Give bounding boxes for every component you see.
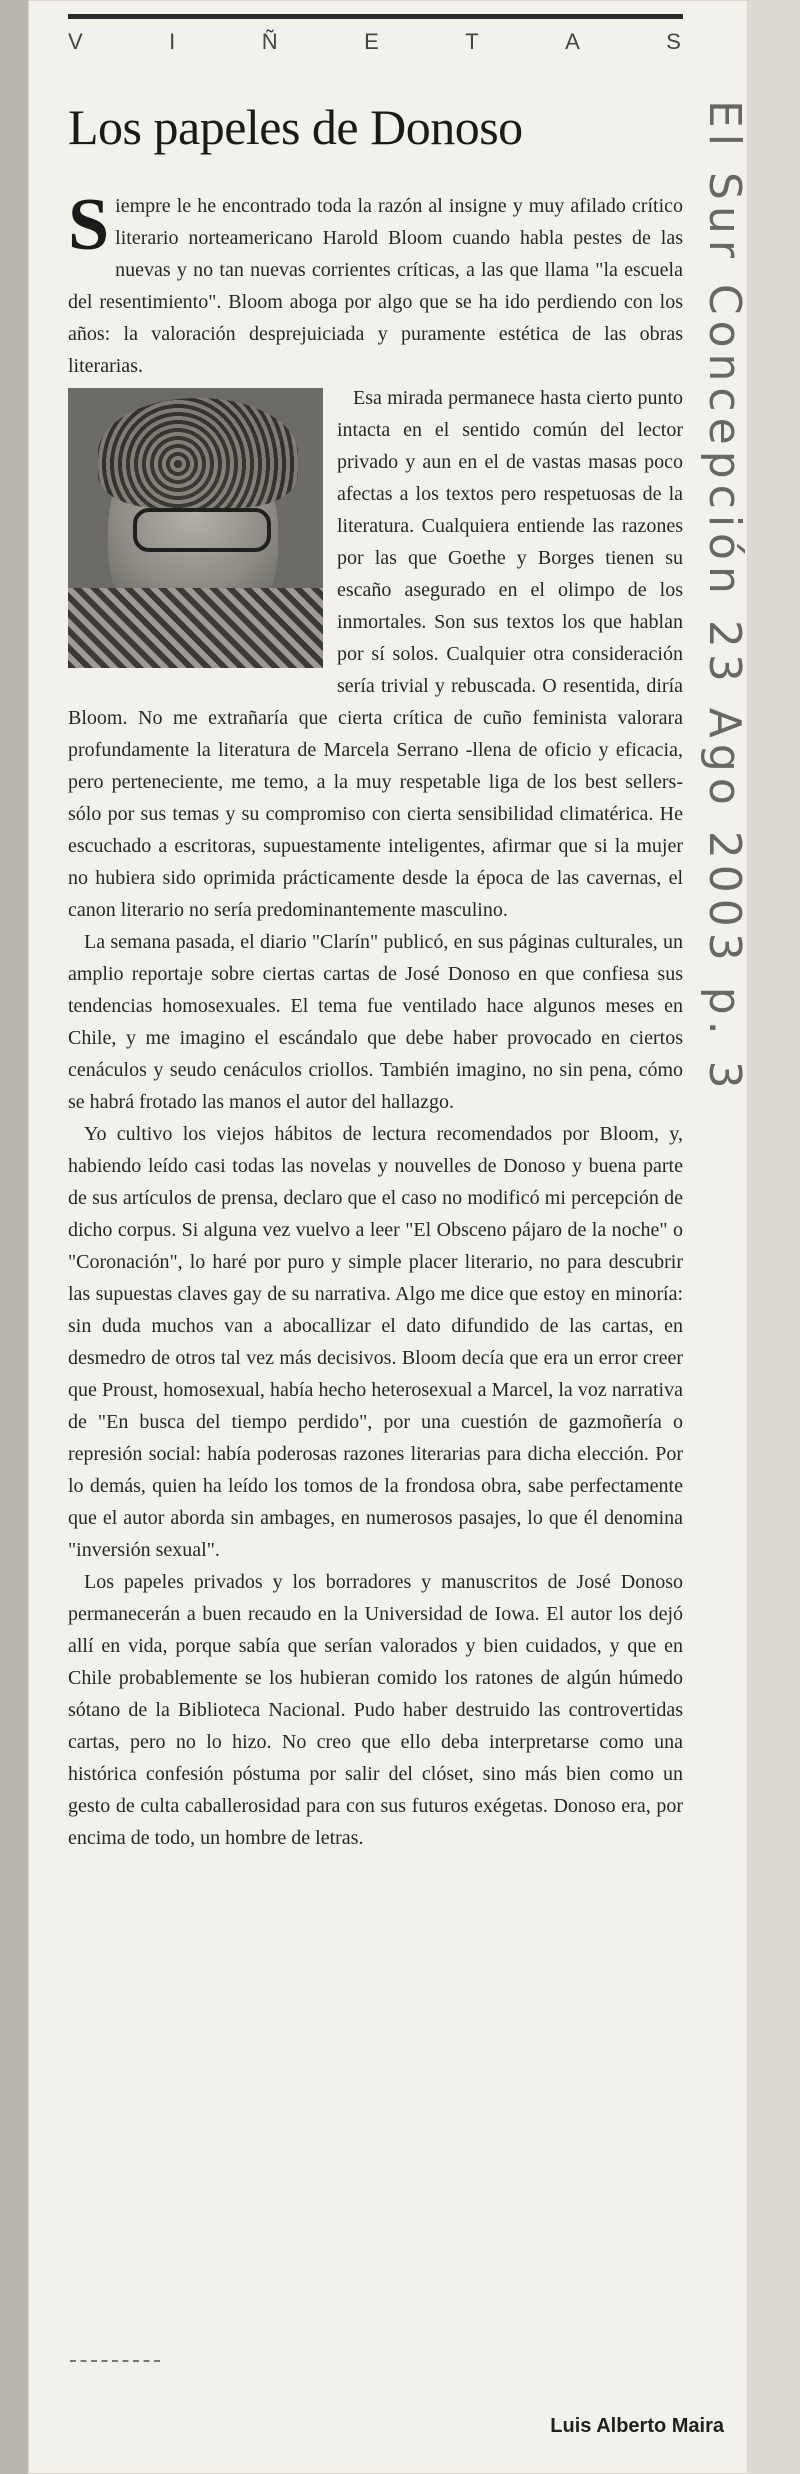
section-letter: T	[465, 29, 481, 54]
article-body	[68, 184, 683, 1854]
scan-edge-right	[748, 0, 800, 2474]
section-letter: A	[565, 29, 582, 54]
section-letter: V	[68, 29, 85, 54]
section-letter: E	[364, 29, 381, 54]
pen-mark	[70, 2360, 160, 2362]
handwritten-note: El Sur Concepción 23 Ago 2003 p. 3	[699, 100, 750, 1095]
paragraph-2-text: Esa mirada permanece hasta cierto punto intacta en el sentido común del lector privado y aun en el de vastas masas poco afectas a los textos pero respetuosas de la literatura. Cualquiera entiende las razones por las que Goethe y Borges tienen su escaño asegurado en el olimpo de los inmortales. Son sus textos los que hablan por sí solos. Cualquier otra consideración sería trivial y rebuscada. O resentida, diría Bloom. No me extrañaría que cierta crítica de cuño feminista valorara profundamente la literatura de Marcela Serrano -llena de oficio y eficacia, pero perteneciente, me temo, a la muy respetable liga de los best sellers- sólo por sus temas y su compromiso con cierta sensibilidad climatérica. He escuchado a escritoras, supuestamente inteligentes, afirmar que si la mujer no hubiera sido oprimida prácticamente desde la época de las cavernas, el canon literario no sería predominantemente masculino.	[68, 387, 683, 921]
photo-shirt	[68, 588, 323, 668]
drop-cap: S	[68, 184, 110, 266]
scan-edge-left	[0, 0, 28, 2474]
photo-glasses	[133, 508, 271, 552]
author-signature: Luis Alberto Maira	[550, 2415, 724, 2437]
article-title: Los papeles de Donoso	[68, 99, 523, 155]
paragraph-4: Yo cultivo los viejos hábitos de lectura recomendados por Bloom, y, habiendo leído casi todas las novelas y nouvelles de Donoso y buena parte de sus artículos de prensa, declaro que el caso no modificó mi percepción de dicho corpus. Si alguna vez vuelvo a leer "El Obsceno pájaro de la noche" o "Coronación", lo haré por puro y simple placer literario, no para descubrir las supuestas claves gay de su narrativa. Algo me dice que estoy en minoría: sin duda muchos van a abocallizar el dato difundido de las cartas, en desmedro de otros tal vez más decisivos. Bloom decía que era un error creer que Proust, homosexual, había hecho heterosexual a Marcel, la voz narrativa de "En busca del tiempo perdido", por una cuestión de gazmoñería o represión social: había poderosas razones literarias para dicha elección. Por lo demás, quien ha leído los tomos de la frondosa obra, sabe perfectamente que el autor aborda sin ambages, en numerosos pasajes, lo que él denomina "inversión sexual".	[68, 1123, 683, 1561]
section-letter: S	[666, 29, 683, 54]
section-rule	[68, 14, 683, 19]
section-letter: I	[169, 29, 178, 54]
section-header	[68, 24, 683, 60]
paragraph-1-text: iempre le he encontrado toda la razón al insigne y muy afilado crítico literario norteamericano Harold Bloom cuando habla pestes de las nuevas y no tan nuevas corrientes críticas, a las que llama "la escuela del resentimiento". Bloom aboga por algo que se ha ido perdiendo con los años: la valoración desprejuiciada y puramente estética de las obras literarias.	[68, 195, 683, 377]
paragraph-1	[68, 184, 683, 382]
photo-hair	[98, 398, 298, 508]
section-letter: Ñ	[261, 29, 280, 54]
paragraph-2	[68, 382, 683, 926]
paragraph-5: Los papeles privados y los borradores y manuscritos de José Donoso permanecerán a buen recaudo en la Universidad de Iowa. El autor los dejó allí en vida, porque sabía que serían valorados y bien cuidados, y que en Chile probablemente se los hubieran comido los ratones de algún húmedo sótano de la Biblioteca Nacional. Pudo haber destruido las controvertidas cartas, pero no lo hizo. No creo que ello deba interpretarse como una histórica confesión póstuma por salir del clóset, sino más bien como un gesto de culta caballerosidad para con sus futuros exégetas. Donoso era, por encima de todo, un hombre de letras.	[68, 1571, 683, 1849]
author-photo	[68, 388, 323, 668]
paragraph-3: La semana pasada, el diario "Clarín" publicó, en sus páginas culturales, un amplio reportaje sobre ciertas cartas de José Donoso en que confiesa sus tendencias homosexuales. El tema fue ventilado hace algunos meses en Chile, y me imagino el escándalo que debe haber provocado en ciertos cenáculos y seudo cenáculos criollos. También imagino, no sin pena, cómo se habrá frotado las manos el autor del hallazgo.	[68, 931, 683, 1113]
